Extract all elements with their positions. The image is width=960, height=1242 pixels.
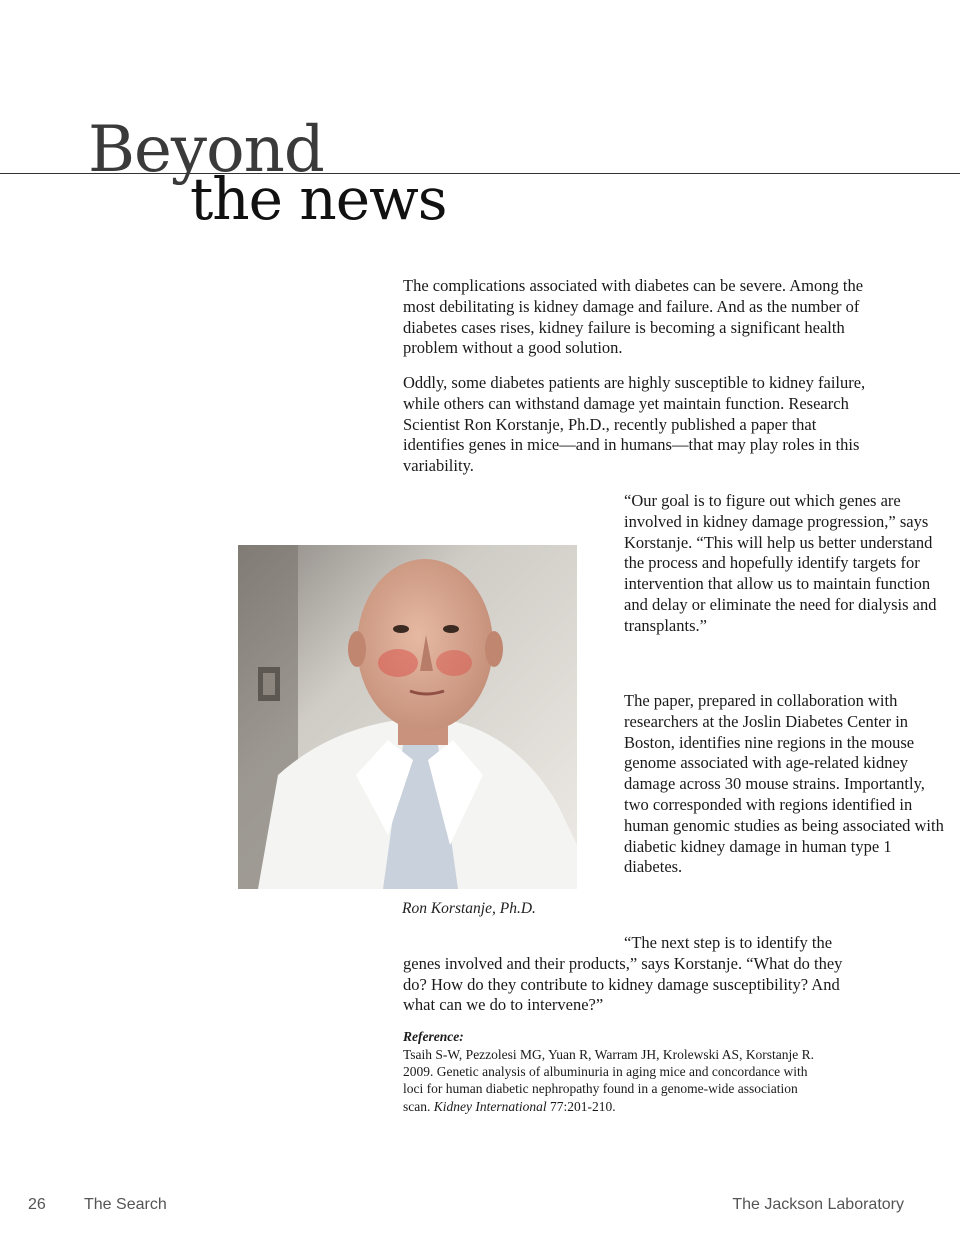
portrait-photo: [238, 545, 577, 889]
body-paragraph-4: The paper, prepared in collaboration with researchers at the Joslin Diabetes Center in Boston, identifies nine regions in the mouse genome associated with age-related kidney damage across 30 mouse strains. Importantly, two corresponded with regions identified in human genomic studies as being associated with diabetic kidney damage in human type 1 diabetes.: [624, 691, 944, 877]
reference-label: Reference:: [403, 1029, 464, 1044]
quote-paragraph: “Our goal is to figure out which genes are involved in kidney damage progression,” says Korstanje. “This will help us better understand the process and hopefully identify targets for intervention that allow us to maintain function and delay or eliminate the need for dialysis and transplants.”: [624, 491, 937, 635]
body-paragraph-5: “The next step is to identify the genes involved and their products,” says Korstanje. “What do they do? How do they contribute to kidney damage susceptibility? And what can we do to intervene?”: [403, 933, 843, 1015]
photo-caption: Ron Korstanje, Ph.D.: [402, 900, 536, 917]
page-title-the-news: the news: [190, 165, 447, 233]
reference-text: [403, 1046, 823, 1115]
intro-paragraph: The complications associated with diabetes can be severe. Among the most debilitating is kidney damage and failure. And as the number of diabetes cases rises, kidney failure is becoming a significant health problem without a good solution.: [403, 276, 864, 358]
reference-body: Tsaih S-W, Pezzolesi MG, Yuan R, Warram JH, Krolewski AS, Korstanje R. 2009. Genetic analysis of albuminuria in aging mice and concordance with loci for human diabetic nephropathy found in a genome-wide association scan.: [403, 1047, 815, 1114]
page-title-beyond: Beyond: [88, 113, 324, 187]
page-number: 26: [28, 1196, 46, 1213]
publication-name: The Search: [84, 1196, 167, 1213]
reference-citation: 77:201-210.: [549, 1098, 616, 1114]
reference-journal: Kidney International: [433, 1098, 547, 1114]
organization-name: The Jackson Laboratory: [732, 1196, 904, 1213]
body-paragraph-2: Oddly, some diabetes patients are highly susceptible to kidney failure, while others can withstand damage yet maintain function. Research Scientist Ron Korstanje, Ph.D., recently published a paper that identifies genes in mice—and in humans—that may play roles in this variability.: [403, 373, 866, 476]
